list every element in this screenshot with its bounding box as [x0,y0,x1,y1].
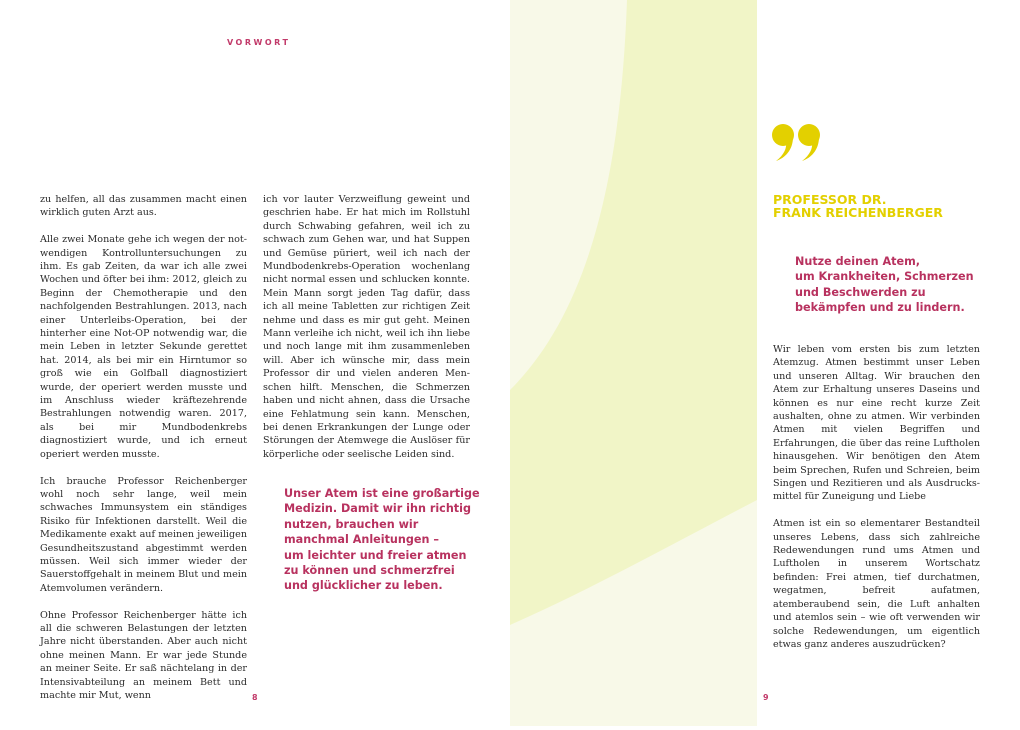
wave-shape [510,0,757,726]
quote-line: manchmal Anleitungen – [284,533,439,547]
page-number-right: 9 [763,693,769,702]
heading-line: PROFESSOR DR. [773,192,887,207]
quote-line: und glücklicher zu leben. [284,579,443,593]
section-heading [773,193,943,219]
right-pull-quote [795,254,995,316]
paragraph: Ohne Professor Reichenberger hätte ich all die schweren Belastungen der letzten Jahre nicht überstanden. Aber auch nicht ohne meinen Mann. Er war jede Stunde an meiner Seite. Er saß nächtelang in der Intensivabteilung an meinem Bett und machte mir Mut, wenn [40,609,247,701]
paragraph: zu helfen, all das zusammen macht einen wirklich guten Arzt aus. [40,194,247,219]
paragraph: Alle zwei Monate gehe ich wegen der notwendigen Kontrolluntersuchungen zu ihm. Es gab Zeiten, da war ich alle zwei Wochen und öfter bei ihm: 2012, gleich zu Beginn der Chemotherapie und den nachfolgenden Bestrahlungen. 2013, nach einer Unterleibs-Operation, bei der hinterher eine Not-OP notwendig war, die mein Leben in letzter Sekunde gerettet hat. 2014, als bei mir ein Hirntumor so groß wie ein Golfball diagnostiziert wurde, der operiert werden musste und im Anschluss wieder kräftezehrende Bestrahlungen notwendig waren. 2017, als bei mir Mundbodenkrebs diagnostiziert wurde, und ich erneut operiert werden musste. [40,234,247,460]
quote-line: Medizin. Damit wir ihn richtig [284,502,471,516]
left-column-2 [263,193,470,475]
left-column-1 [40,193,247,716]
paragraph: Ich brauche Professor Reichenberger wohl noch sehr lange, weil mein schwaches Immunsystem ein ständiges Risiko für Infektionen darstellt. Weil die Medikamente exakt auf meinen jeweiligen Gesundheitszustand abgestimmt werden müssen. Weil sich immer wieder der Sauerstoffgehalt in meinem Blut und mein Atemvolumen verändern. [40,475,247,594]
quote-line: Nutze deinen Atem, [795,255,921,268]
quote-line: Unser Atem ist eine großartige [284,487,480,500]
decorative-panel [510,0,757,726]
running-head: VORWORT [227,38,291,47]
page-number-left: 8 [252,693,258,702]
quote-line: bekämpfen und zu lindern. [795,301,965,315]
right-column [773,343,980,665]
heading-line: FRANK REICHENBERGER [773,205,943,220]
paragraph: Atmen ist ein so elementarer Bestandteil unseres Lebens, dass sich zahlreiche Redewendungen rund ums Atmen und Luftholen in unserem Wortschatz befinden: Frei atmen, tief durchatmen, wegatmen, befreit aufatmen, atemberaubend sein, die Luft anhalten und atemlos sein – wie oft verwenden wir solche Redewendungen, um eigentlich etwas ganz anderes auszudrücken? [773,518,980,650]
left-pull-quote [284,486,484,594]
quote-marks-icon [771,122,825,168]
quote-line: zu können und schmerzfrei [284,564,455,578]
paragraph: ich vor lauter Verzweiflung geweint und geschrien habe. Er hat mich im Rollstuhl durch Schwabing gefahren, weil ich zu schwach zum Gehen war, und hat Suppen und Gemüse püriert, weil ich nach der Mundbodenkrebs-Operation wochenlang nicht normal essen und schlucken konnte. Mein Mann sorgt jeden Tag dafür, dass ich all meine Tabletten zur richtigen Zeit nehme und dass es mir gut geht. Meinen Mann verleihe ich nicht, weil ich ihn liebe und noch lange mit ihm zusammenleben will. Aber ich wünsche mir, dass mein Professor dir und vielen anderen Menschen hilft. Menschen, die Schmerzen haben und nicht ahnen, dass die Ursache eine Fehlatmung sein kann. Menschen, bei denen Erkrankungen der Lunge oder Störungen der Atemwege die Auslöser für körperliche oder seelische Leiden sind. [263,194,470,460]
quote-line: nutzen, brauchen wir [284,517,419,531]
quote-line: und Beschwerden zu [795,285,926,299]
quote-line: um leichter und freier atmen [284,548,467,562]
paragraph: Wir leben vom ersten bis zum letzten Atemzug. Atmen bestimmt unser Leben und unseren Alltag. Wir brauchen den Atem zur Erhaltung unseres Daseins und können es nur eine recht kurze Zeit aushalten, ohne zu atmen. Wir verbinden Atmen mit vielen Begriffen und Erfahrungen, die über das reine Luftholen hinausgehen. Wir benötigen den Atem beim Sprechen, Rufen und Schreien, beim Singen und Rezitieren und als Ausdrucksmittel für Zuneigung und Liebe [773,344,980,503]
quote-line: um Krankheiten, Schmerzen [795,270,974,284]
